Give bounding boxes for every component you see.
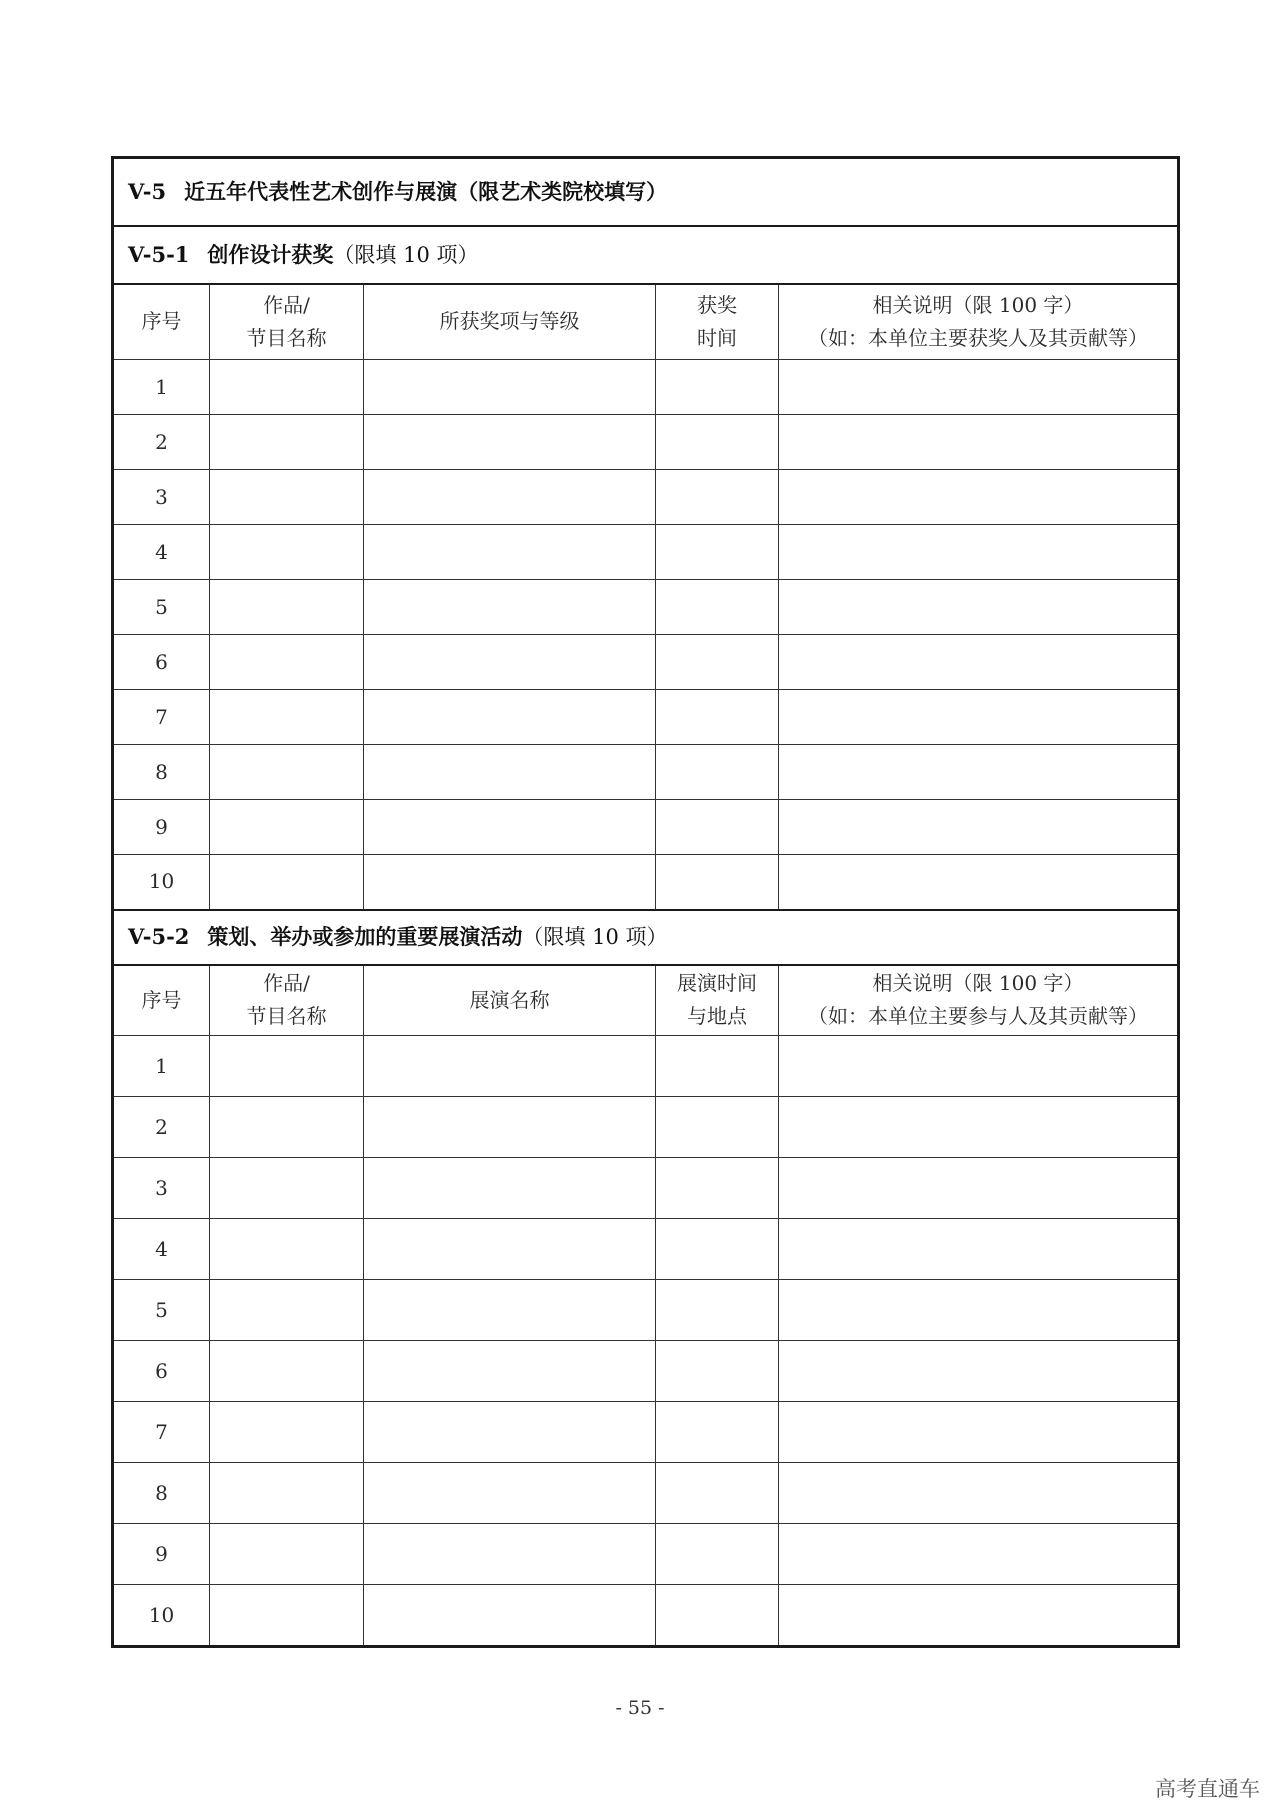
s1-cell-work[interactable] [210,745,364,800]
s1-header-award: 所获奖项与等级 [364,284,656,360]
section2-note: （限填 10 项） [522,925,668,949]
s1-cell-award[interactable] [364,580,656,635]
s2-row-number: 5 [113,1280,210,1341]
s1-cell-work[interactable] [210,580,364,635]
s2-cell-time[interactable] [656,1585,779,1647]
section-main-header-row [113,158,1179,226]
s2-header-time-line1: 展演时间 [677,971,757,996]
s2-row-number: 3 [113,1158,210,1219]
s1-cell-time[interactable] [656,525,779,580]
s1-row-number: 6 [113,635,210,690]
s1-cell-work[interactable] [210,635,364,690]
s2-cell-name[interactable] [364,1219,656,1280]
s1-table-row [113,855,1179,910]
s2-header-time [656,965,779,1036]
s2-cell-work[interactable] [210,1036,364,1097]
s2-cell-time[interactable] [656,1463,779,1524]
s1-table-row [113,525,1179,580]
section1-header [113,226,1179,284]
s2-header-work [210,965,364,1036]
s1-row-number: 2 [113,415,210,470]
s1-cell-work[interactable] [210,690,364,745]
s1-cell-desc[interactable] [779,415,1179,470]
s1-cell-work[interactable] [210,525,364,580]
s2-cell-time[interactable] [656,1097,779,1158]
s2-cell-time[interactable] [656,1280,779,1341]
section-main-title: 近五年代表性艺术创作与展演（限艺术类院校填写） [184,178,668,204]
section2-code: V-5-2 [128,924,190,949]
s1-cell-award[interactable] [364,635,656,690]
s2-cell-work[interactable] [210,1585,364,1647]
s1-cell-work[interactable] [210,415,364,470]
s2-cell-work[interactable] [210,1524,364,1585]
section1-note: （限填 10 项） [333,242,479,267]
s2-header-work-line1: 作品/ [263,971,310,996]
s1-table-row [113,470,1179,525]
s2-cell-time[interactable] [656,1036,779,1097]
section2-title: 策划、举办或参加的重要展演活动 [207,924,523,949]
s2-cell-desc[interactable] [779,1097,1179,1158]
s1-cell-award[interactable] [364,745,656,800]
s2-cell-desc[interactable] [779,1280,1179,1341]
s1-table-row [113,635,1179,690]
s2-cell-work[interactable] [210,1280,364,1341]
s1-header-time-line2: 时间 [697,325,737,350]
s2-table-row [113,1036,1179,1097]
s2-cell-name[interactable] [364,1097,656,1158]
s2-row-number: 4 [113,1219,210,1280]
s1-cell-desc[interactable] [779,360,1179,415]
s1-cell-time[interactable] [656,800,779,855]
s2-cell-work[interactable] [210,1158,364,1219]
s1-row-number: 3 [113,470,210,525]
section1-header-row [113,226,1179,284]
s1-cell-award[interactable] [364,360,656,415]
s1-header-time [656,284,779,360]
s1-cell-desc[interactable] [779,690,1179,745]
s1-table-row [113,745,1179,800]
s2-cell-time[interactable] [656,1219,779,1280]
s2-cell-name[interactable] [364,1280,656,1341]
s2-cell-work[interactable] [210,1097,364,1158]
s2-cell-time[interactable] [656,1402,779,1463]
s2-header-desc-line2: （如：本单位主要参与人及其贡献等） [808,1004,1148,1029]
s1-cell-desc[interactable] [779,855,1179,910]
s2-row-number: 2 [113,1097,210,1158]
s1-cell-award[interactable] [364,800,656,855]
s1-cell-time[interactable] [656,690,779,745]
s2-row-number: 10 [113,1585,210,1647]
s2-table-row [113,1097,1179,1158]
page-number: - 55 - [615,1697,665,1719]
s1-cell-desc[interactable] [779,635,1179,690]
s1-row-number: 8 [113,745,210,800]
s2-cell-time[interactable] [656,1158,779,1219]
s1-header-seq: 序号 [113,284,210,360]
s2-header-name: 展演名称 [364,965,656,1036]
s1-row-number: 10 [113,855,210,910]
s1-header-desc [779,284,1179,360]
s1-row-number: 9 [113,800,210,855]
s1-cell-time[interactable] [656,580,779,635]
s1-header-desc-line2: （如：本单位主要获奖人及其贡献等） [808,325,1148,350]
s1-cell-award[interactable] [364,525,656,580]
s2-cell-desc[interactable] [779,1219,1179,1280]
s1-table-row [113,800,1179,855]
representative-art-form-table [111,156,1180,1648]
s1-cell-work[interactable] [210,470,364,525]
s2-cell-work[interactable] [210,1402,364,1463]
s2-cell-work[interactable] [210,1341,364,1402]
s1-cell-award[interactable] [364,415,656,470]
s2-table-row [113,1463,1179,1524]
s2-row-number: 7 [113,1402,210,1463]
s1-cell-work[interactable] [210,800,364,855]
s2-cell-work[interactable] [210,1219,364,1280]
s2-table-row [113,1341,1179,1402]
section-main-code: V-5 [128,178,167,204]
section1-title: 创作设计获奖 [207,241,334,267]
s2-table-row [113,1219,1179,1280]
s2-cell-desc[interactable] [779,1158,1179,1219]
s1-cell-desc[interactable] [779,745,1179,800]
s2-cell-desc[interactable] [779,1524,1179,1585]
s1-cell-desc[interactable] [779,470,1179,525]
s2-table-row [113,1280,1179,1341]
s2-cell-desc[interactable] [779,1463,1179,1524]
s1-cell-work[interactable] [210,360,364,415]
s2-cell-name[interactable] [364,1402,656,1463]
s2-row-number: 8 [113,1463,210,1524]
s1-cell-award[interactable] [364,855,656,910]
s2-cell-time[interactable] [656,1524,779,1585]
s1-cell-time[interactable] [656,635,779,690]
s2-table-row [113,1158,1179,1219]
s2-cell-time[interactable] [656,1341,779,1402]
s2-table-row [113,1402,1179,1463]
s2-header-time-line2: 与地点 [687,1004,747,1029]
s2-cell-desc[interactable] [779,1402,1179,1463]
s2-header-work-line2: 节目名称 [246,1004,327,1029]
s1-row-number: 5 [113,580,210,635]
s2-header-desc-line1: 相关说明（限 100 字） [872,971,1084,996]
s1-cell-desc[interactable] [779,800,1179,855]
s1-table-row [113,360,1179,415]
s1-cell-award[interactable] [364,690,656,745]
section-main-header [113,158,1179,226]
s2-table-row [113,1524,1179,1585]
s1-cell-time[interactable] [656,415,779,470]
section1-column-header-row [113,284,1179,360]
s1-header-work-line1: 作品/ [263,292,310,317]
s1-cell-award[interactable] [364,470,656,525]
s2-header-desc [779,965,1179,1036]
s1-header-desc-line1: 相关说明（限 100 字） [872,292,1084,317]
s1-header-work [210,284,364,360]
s1-table-row [113,580,1179,635]
s2-cell-name[interactable] [364,1158,656,1219]
s2-row-number: 6 [113,1341,210,1402]
s1-cell-time[interactable] [656,360,779,415]
s2-cell-name[interactable] [364,1585,656,1647]
s1-table-row [113,415,1179,470]
s2-cell-name[interactable] [364,1341,656,1402]
s1-table-row [113,690,1179,745]
s1-header-time-line1: 获奖 [697,292,737,317]
s1-cell-time[interactable] [656,745,779,800]
s1-cell-desc[interactable] [779,525,1179,580]
section1-code: V-5-1 [128,241,190,267]
s1-cell-time[interactable] [656,470,779,525]
s1-cell-time[interactable] [656,855,779,910]
s2-cell-name[interactable] [364,1463,656,1524]
s2-table-row [113,1585,1179,1647]
watermark-text: 高考直通车 [1155,1777,1260,1801]
s1-cell-desc[interactable] [779,580,1179,635]
s1-cell-work[interactable] [210,855,364,910]
s1-row-number: 7 [113,690,210,745]
section2-header-row [113,910,1179,965]
s2-cell-desc[interactable] [779,1585,1179,1647]
section2-column-header-row [113,965,1179,1036]
s1-row-number: 1 [113,360,210,415]
section2-header [113,910,1179,965]
s2-cell-name[interactable] [364,1524,656,1585]
s2-row-number: 9 [113,1524,210,1585]
s1-header-work-line2: 节目名称 [246,325,327,350]
s2-row-number: 1 [113,1036,210,1097]
s1-row-number: 4 [113,525,210,580]
s2-cell-desc[interactable] [779,1341,1179,1402]
s2-header-seq: 序号 [113,965,210,1036]
s2-cell-work[interactable] [210,1463,364,1524]
s2-cell-name[interactable] [364,1036,656,1097]
s2-cell-desc[interactable] [779,1036,1179,1097]
